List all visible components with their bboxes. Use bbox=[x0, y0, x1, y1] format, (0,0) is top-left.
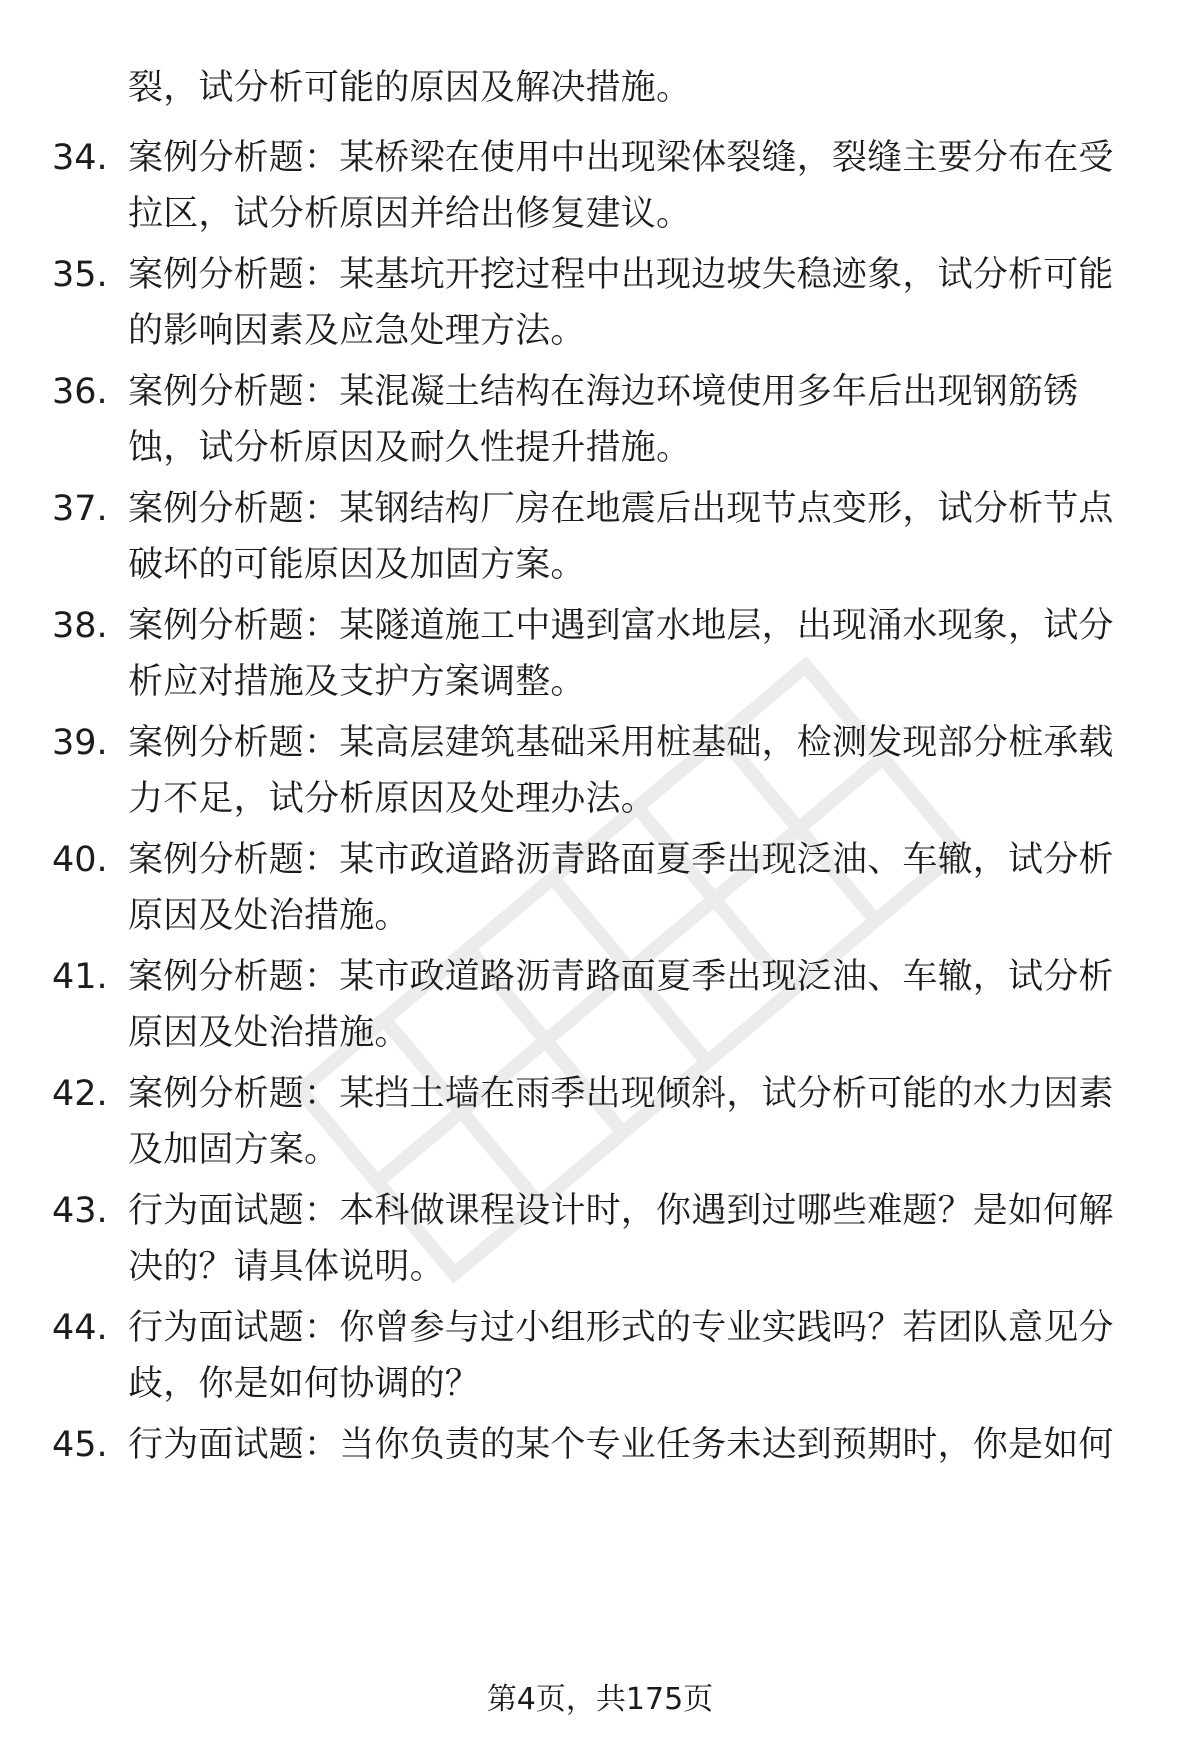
item-text bbox=[128, 1183, 1150, 1295]
item-text-line: 破坏的可能原因及加固方案。 bbox=[128, 545, 586, 585]
item-text-line: 行为面试题：你曾参与过小组形式的专业实践吗？若团队意见分 bbox=[128, 1308, 1114, 1348]
item-text-line: 行为面试题：当你负责的某个专业任务未达到预期时，你是如何 bbox=[128, 1425, 1114, 1465]
item-number: 44. bbox=[52, 1308, 108, 1348]
item-text bbox=[128, 1300, 1150, 1412]
item-text-line: 案例分析题：某混凝土结构在海边环境使用多年后出现钢筋锈 bbox=[128, 372, 1079, 412]
item-text-line: 裂，试分析可能的原因及解决措施。 bbox=[128, 68, 692, 108]
item-number: 40. bbox=[52, 840, 108, 880]
item-text bbox=[128, 247, 1150, 359]
item-text-line: 案例分析题：某高层建筑基础采用桩基础，检测发现部分桩承载 bbox=[128, 723, 1114, 763]
item-text bbox=[128, 715, 1150, 827]
item-text bbox=[128, 1417, 1150, 1473]
item-text-line: 案例分析题：某隧道施工中遇到富水地层，出现涌水现象，试分 bbox=[128, 606, 1114, 646]
item-number: 39. bbox=[52, 723, 108, 763]
item-number: 37. bbox=[52, 489, 108, 529]
item-text-line: 力不足，试分析原因及处理办法。 bbox=[128, 779, 657, 819]
item-text-line: 案例分析题：某挡土墙在雨季出现倾斜，试分析可能的水力因素 bbox=[128, 1074, 1114, 1114]
item-text-line: 歧，你是如何协调的？ bbox=[128, 1364, 481, 1404]
item-text-line: 行为面试题：本科做课程设计时，你遇到过哪些难题？是如何解 bbox=[128, 1191, 1114, 1231]
item-number: 38. bbox=[52, 606, 108, 646]
item-text bbox=[128, 364, 1150, 476]
item-number: 35. bbox=[52, 255, 108, 295]
item-text bbox=[128, 598, 1150, 710]
item-number: 45. bbox=[52, 1425, 108, 1465]
item-text-line: 决的？请具体说明。 bbox=[128, 1247, 445, 1287]
item-text-line: 案例分析题：某基坑开挖过程中出现边坡失稳迹象，试分析可能 bbox=[128, 255, 1114, 295]
item-number: 41. bbox=[52, 957, 108, 997]
item-number: 42. bbox=[52, 1074, 108, 1114]
item-text-line: 案例分析题：某市政道路沥青路面夏季出现泛油、车辙，试分析 bbox=[128, 957, 1114, 997]
item-text-line: 的影响因素及应急处理方法。 bbox=[128, 311, 586, 351]
item-text-line: 原因及处治措施。 bbox=[128, 1013, 410, 1053]
item-text-line: 蚀，试分析原因及耐久性提升措施。 bbox=[128, 428, 692, 468]
item-number: 36. bbox=[52, 372, 108, 412]
item-text bbox=[128, 481, 1150, 593]
item-text-line: 原因及处治措施。 bbox=[128, 896, 410, 936]
item-text-line: 拉区，试分析原因并给出修复建议。 bbox=[128, 194, 692, 234]
item-text-line: 及加固方案。 bbox=[128, 1130, 340, 1170]
item-text bbox=[128, 949, 1150, 1061]
item-number: 34. bbox=[52, 138, 108, 178]
item-text bbox=[128, 832, 1150, 944]
item-text-line: 析应对措施及支护方案调整。 bbox=[128, 662, 586, 702]
item-text-line: 案例分析题：某钢结构厂房在地震后出现节点变形，试分析节点 bbox=[128, 489, 1114, 529]
item-number: 43. bbox=[52, 1191, 108, 1231]
item-text bbox=[128, 130, 1150, 242]
item-text bbox=[128, 1066, 1150, 1178]
page-footer: 第4页，共175页 bbox=[486, 1682, 714, 1717]
item-text-line: 案例分析题：某市政道路沥青路面夏季出现泛油、车辙，试分析 bbox=[128, 840, 1114, 880]
item-text-line: 案例分析题：某桥梁在使用中出现梁体裂缝，裂缝主要分布在受 bbox=[128, 138, 1114, 178]
item-text bbox=[128, 60, 1150, 116]
